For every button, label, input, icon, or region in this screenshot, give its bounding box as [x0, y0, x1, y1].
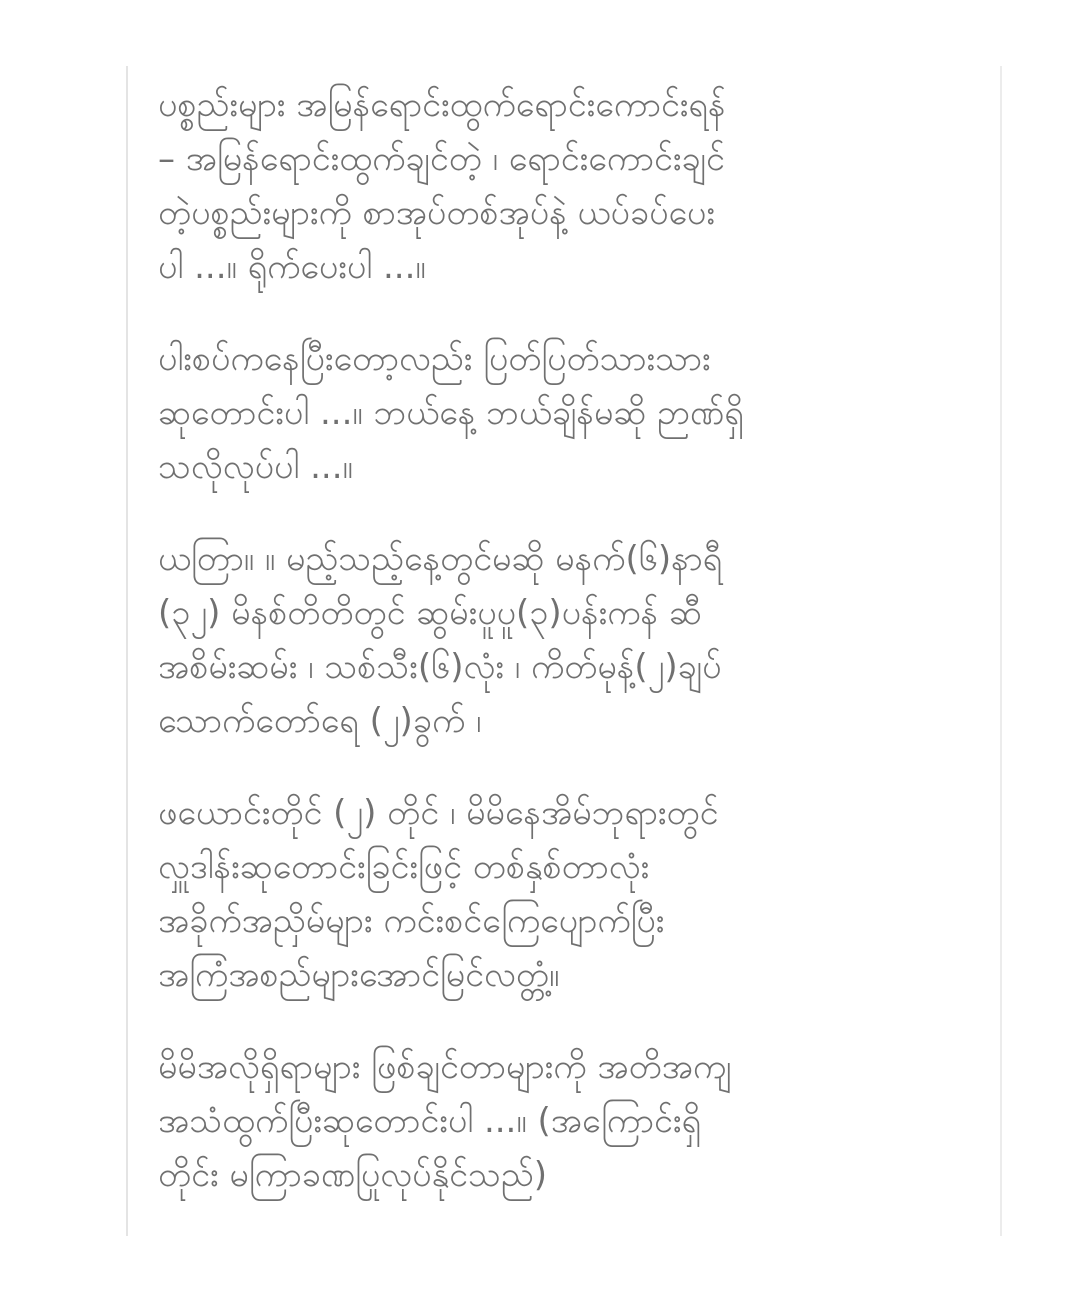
- text-line: အစိမ်းဆမ်း ၊ သစ်သီး(၆)လုံး ၊ ကိတ်မုန့်(၂)ချပ်: [158, 647, 722, 687]
- text-line: အခိုက်အညှိမ်များ ကင်းစင်ကြေပျောက်ပြီး: [158, 901, 665, 941]
- left-margin-rule: [126, 66, 128, 1236]
- paragraph-2: [158, 332, 973, 494]
- text-line: မိမိအလိုရှိရာများ ဖြစ်ချင်တာများကို အတိအကျ: [158, 1047, 732, 1087]
- paragraph-5: [158, 1040, 973, 1202]
- right-margin-rule: [1000, 66, 1002, 1236]
- text-line: သောက်တော်ရေ (၂)ခွက် ၊: [158, 701, 482, 741]
- text-line: အကြံအစည်များအောင်မြင်လတ္တံ့။: [158, 955, 560, 995]
- text-line: တဲ့ပစ္စည်းများကို စာအုပ်တစ်အုပ်နဲ့ ယပ်ခပ်ပေး: [158, 193, 715, 233]
- text-line: ပစ္စည်းများ အမြန်ရောင်းထွက်ရောင်းကောင်းရန်: [158, 85, 726, 125]
- text-line: ဖယောင်းတိုင် (၂) တိုင် ၊ မိမိနေအိမ်ဘုရားတွင်: [158, 793, 719, 833]
- text-line: သလိုလုပ်ပါ ...။: [158, 447, 353, 487]
- document-body: [158, 78, 973, 1202]
- text-line: လှူဒါန်းဆုတောင်းခြင်းဖြင့် တစ်နှစ်တာလုံး: [158, 847, 650, 887]
- text-line: ပါးစပ်ကနေပြီးတော့လည်း ပြတ်ပြတ်သားသား: [158, 339, 711, 379]
- paragraph-4: [158, 786, 973, 1002]
- text-line: (၃၂) မိနစ်တိတိတွင် ဆွမ်းပူပူ(၃)ပန်းကန် ဆီ: [158, 593, 702, 633]
- text-line: – အမြန်ရောင်းထွက်ချင်တဲ့ ၊ ရောင်းကောင်းချင်: [158, 139, 725, 179]
- text-line: အသံထွက်ပြီးဆုတောင်းပါ ...။ (အကြောင်းရှိ: [158, 1101, 702, 1141]
- text-line: ယတြာ။ ။ မည့်သည့်နေ့တွင်မဆို မနက်(၆)နာရီ: [158, 539, 723, 579]
- paragraph-3: [158, 532, 973, 748]
- text-line: ပါ ...။ ရိုက်ပေးပါ ...။: [158, 247, 426, 287]
- text-line: ဆုတောင်းပါ ...။ ဘယ်နေ့ ဘယ်ချိန်မဆို ဉာဏ်ရှိ: [158, 393, 744, 433]
- text-line: တိုင်း မကြာခဏပြုလုပ်နိုင်သည်): [158, 1155, 547, 1195]
- paragraph-1: [158, 78, 973, 294]
